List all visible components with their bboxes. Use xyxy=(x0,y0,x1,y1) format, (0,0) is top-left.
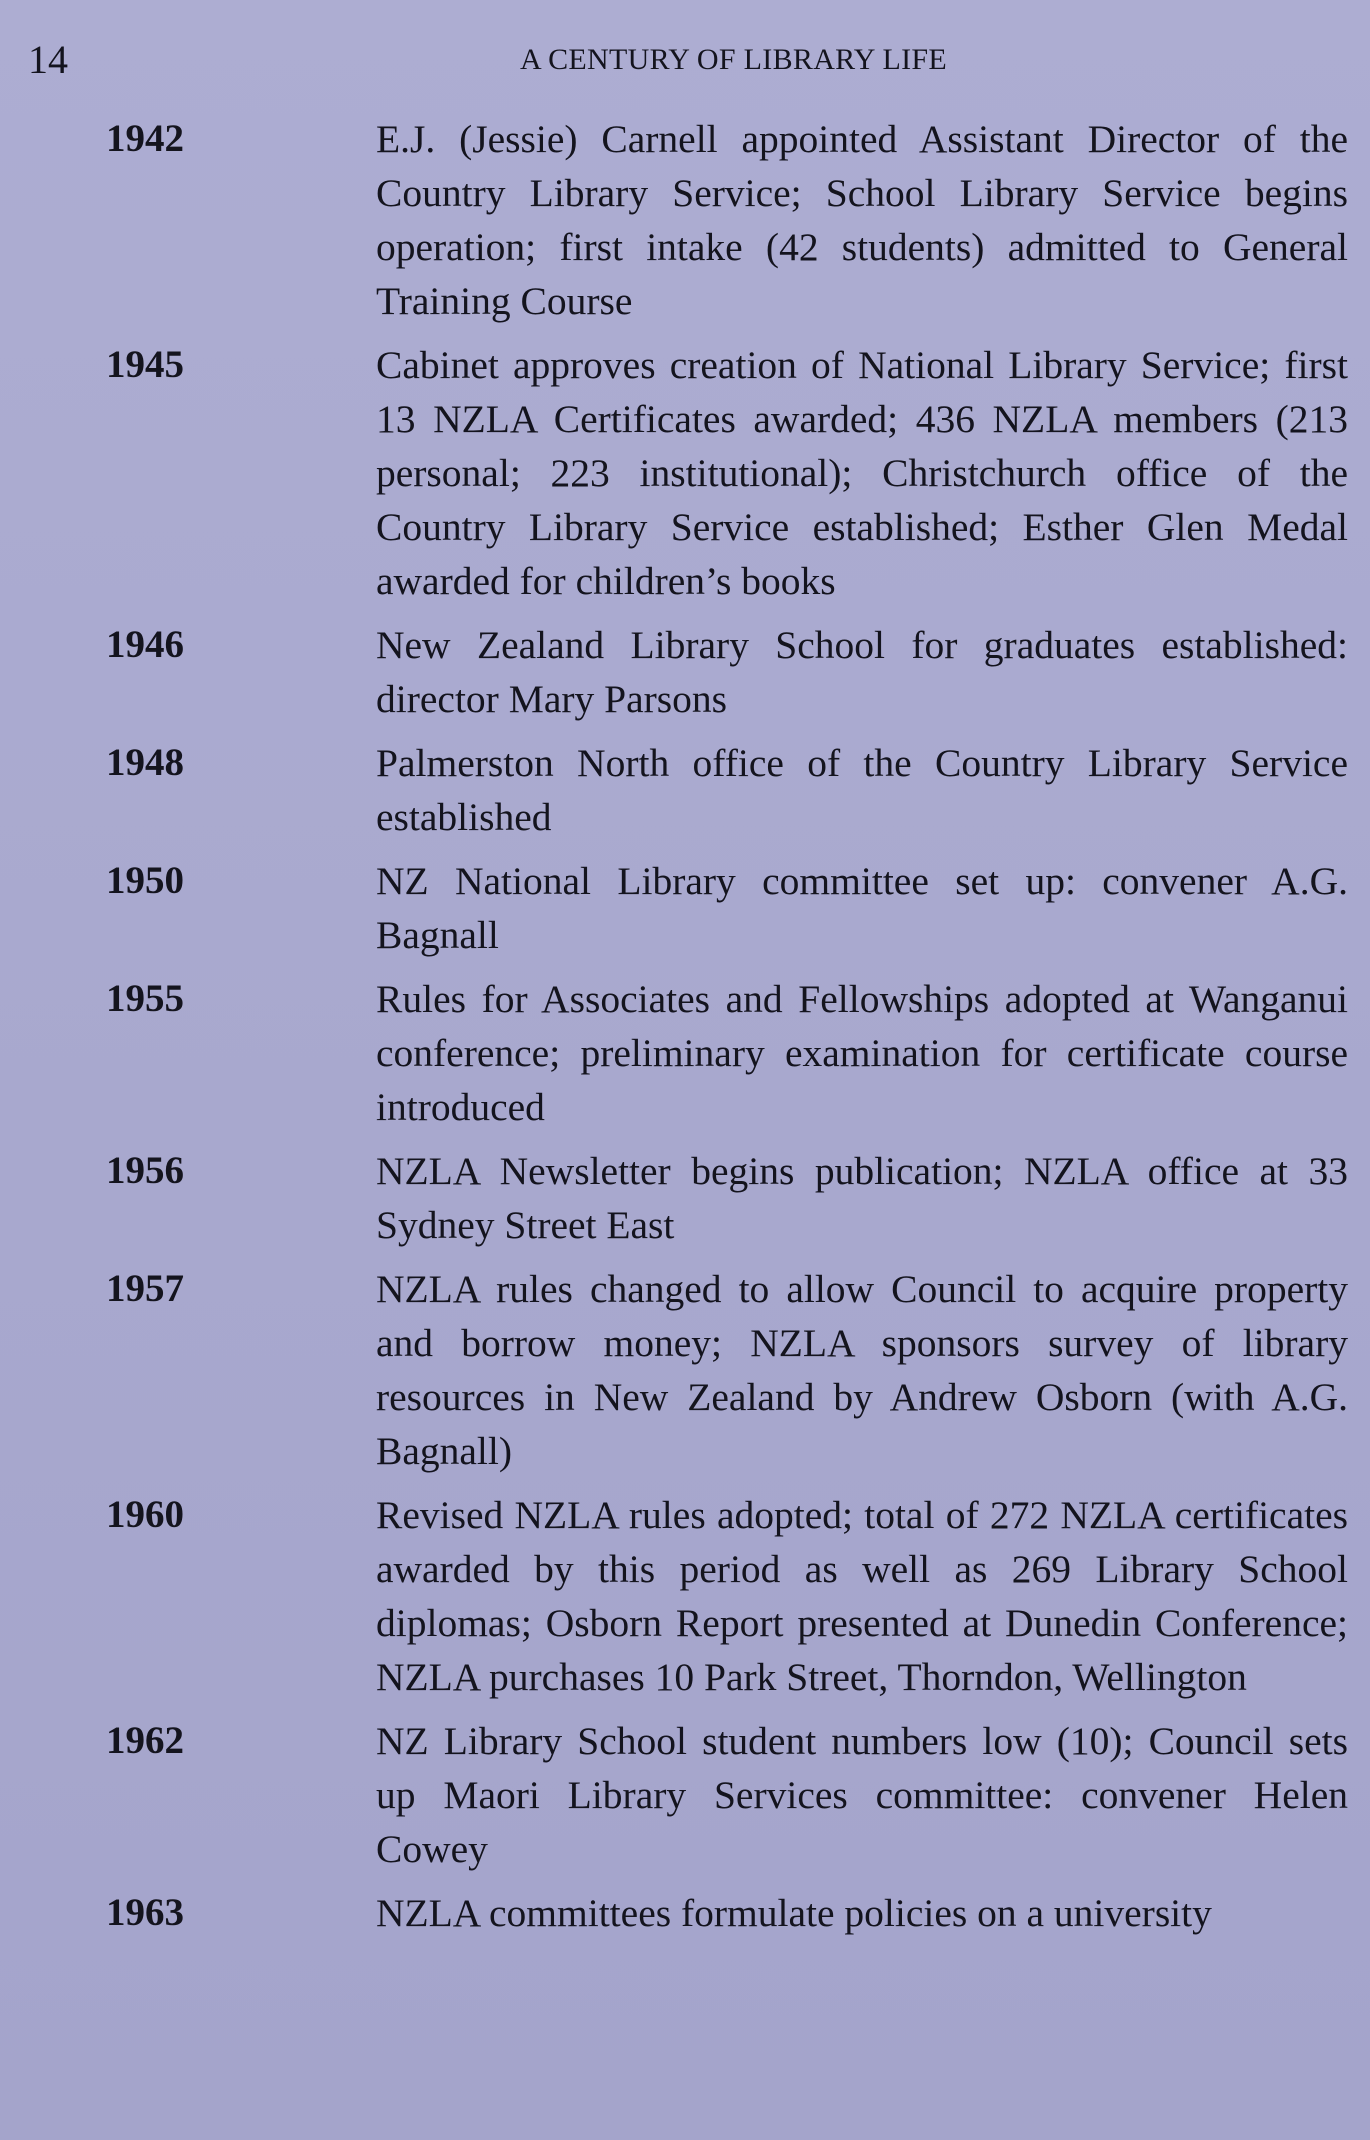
entry-text: New Zealand Library School for graduates established: director Mary Parsons xyxy=(376,623,1348,721)
running-title: A CENTURY OF LIBRARY LIFE xyxy=(520,43,947,76)
timeline-entry xyxy=(0,972,1370,1134)
timeline-entry xyxy=(0,1144,1370,1252)
entry-text: NZ National Library committee set up: convener A.G. Bagnall xyxy=(376,859,1348,957)
entry-text: E.J. (Jessie) Carnell appointed Assistant Director of the Country Library Service; School Library Service begins operation; first intake (42 students) admitted to General Training Course xyxy=(376,117,1348,323)
timeline-entry xyxy=(0,736,1370,844)
timeline-entry xyxy=(0,618,1370,726)
page-number: 14 xyxy=(28,37,68,82)
entry-year: 1962 xyxy=(106,1719,184,1762)
timeline-entry xyxy=(0,338,1370,608)
entry-year: 1963 xyxy=(106,1891,184,1934)
timeline-entry xyxy=(0,1714,1370,1876)
entry-year: 1956 xyxy=(106,1149,184,1192)
entry-text: Revised NZLA rules adopted; total of 272 NZLA certificates awarded by this period as well as 269 Library School diplomas; Osborn Report presented at Dunedin Conference; NZLA purchases 10 Park Street, Thorndon, Wellington xyxy=(376,1493,1348,1699)
entry-text: NZ Library School student numbers low (10); Council sets up Maori Library Services committee: convener Helen Cowey xyxy=(376,1719,1348,1871)
entry-year: 1950 xyxy=(106,859,184,902)
entry-text: NZLA committees formulate policies on a university xyxy=(376,1891,1212,1935)
page-header xyxy=(0,32,1370,82)
entry-year: 1946 xyxy=(106,623,184,666)
entry-year: 1948 xyxy=(106,741,184,784)
timeline-entry xyxy=(0,854,1370,962)
timeline-entry xyxy=(0,1262,1370,1478)
entry-text: NZLA rules changed to allow Council to acquire property and borrow money; NZLA sponsors survey of library resources in New Zealand by Andrew Osborn (with A.G. Bagnall) xyxy=(376,1267,1348,1473)
timeline-entry xyxy=(0,1886,1370,1940)
entry-text: NZLA Newsletter begins publication; NZLA office at 33 Sydney Street East xyxy=(376,1149,1348,1247)
timeline-entry xyxy=(0,1488,1370,1704)
entry-year: 1945 xyxy=(106,343,184,386)
entry-text: Rules for Associates and Fellowships adopted at Wanganui conference; preliminary examination for certificate course introduced xyxy=(376,977,1348,1129)
entry-year: 1957 xyxy=(106,1267,184,1310)
timeline xyxy=(0,112,1370,1940)
timeline-entry xyxy=(0,112,1370,328)
entry-year: 1955 xyxy=(106,977,184,1020)
entry-year: 1960 xyxy=(106,1493,184,1536)
entry-text: Cabinet approves creation of National Library Service; first 13 NZLA Certificates awarded; 436 NZLA members (213 personal; 223 institutional); Christchurch office of the Country Library Service established; Esther Glen Medal awarded for children’s books xyxy=(376,343,1348,603)
entry-text: Palmerston North office of the Country Library Service established xyxy=(376,741,1348,839)
entry-year: 1942 xyxy=(106,117,184,160)
